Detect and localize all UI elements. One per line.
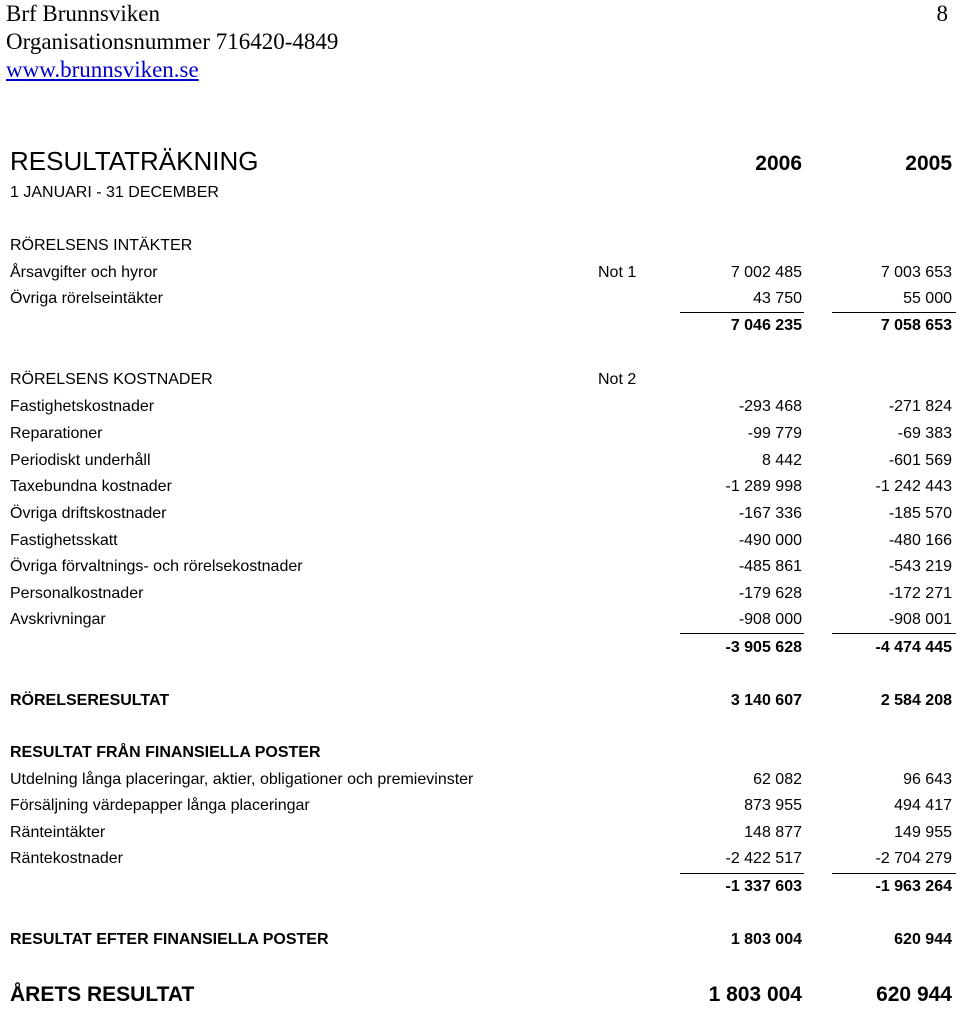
row-label: Taxebundna kostnader: [10, 478, 172, 495]
result-after-financial-label: RESULTAT EFTER FINANSIELLA POSTER: [10, 931, 329, 948]
value-2006: -179 628: [738, 585, 802, 602]
sum-line: [680, 312, 804, 313]
total-2006: -1 337 603: [725, 878, 802, 895]
value-2006: -490 000: [738, 532, 802, 549]
financial-row: [0, 821, 960, 845]
value-2006: 62 082: [753, 771, 802, 788]
row-note: Not 1: [598, 264, 637, 281]
costs-heading: RÖRELSENS KOSTNADER: [10, 371, 213, 388]
value-2006: -485 861: [738, 558, 802, 575]
costs-note: Not 2: [598, 371, 637, 388]
value-2005: -69 383: [897, 425, 952, 442]
value-2006: -99 779: [747, 425, 802, 442]
value-2005: 149 955: [894, 824, 952, 841]
total-2006: 7 046 235: [730, 317, 802, 334]
financial-row: [0, 768, 960, 792]
value-2005: -543 219: [888, 558, 952, 575]
value-2006: 1 803 004: [708, 983, 802, 1006]
value-2005: 494 417: [894, 797, 952, 814]
value-2005: -271 824: [888, 398, 952, 415]
cost-row: [0, 422, 960, 446]
financial-heading: RESULTAT FRÅN FINANSIELLA POSTER: [10, 744, 321, 761]
result-after-financial-row: [0, 928, 960, 952]
sum-line: [832, 873, 956, 874]
value-2006: 3 140 607: [730, 692, 802, 709]
total-2005: -4 474 445: [875, 639, 952, 656]
financial-heading-row: [0, 741, 960, 765]
org-name: Brf Brunnsviken: [6, 1, 160, 26]
value-2006: -293 468: [738, 398, 802, 415]
costs-heading-row: [0, 368, 960, 392]
sum-line: [680, 633, 804, 634]
cost-row: [0, 395, 960, 419]
value-2005: -172 271: [888, 585, 952, 602]
cost-row: [0, 502, 960, 526]
value-2006: -1 289 998: [725, 478, 802, 495]
total-2006: -3 905 628: [725, 639, 802, 656]
cost-row: [0, 529, 960, 553]
value-2006: 7 002 485: [730, 264, 802, 281]
value-2006: -908 000: [738, 611, 802, 628]
org-number: Organisationsnummer 716420-4849: [6, 29, 339, 54]
page-number: 8: [936, 1, 948, 26]
value-2006: -2 422 517: [725, 850, 802, 867]
row-label: Avskrivningar: [10, 611, 106, 628]
cost-row: [0, 449, 960, 473]
sum-line: [832, 312, 956, 313]
report-period: 1 JANUARI - 31 DECEMBER: [10, 184, 219, 201]
value-2005: -908 001: [888, 611, 952, 628]
year-result-label: ÅRETS RESULTAT: [10, 983, 195, 1006]
financial-row: [0, 847, 960, 871]
financial-total-row: [0, 875, 960, 899]
value-2005: 620 944: [894, 931, 952, 948]
cost-row: [0, 475, 960, 499]
row-label: Reparationer: [10, 425, 103, 442]
value-2006: 8 442: [761, 452, 802, 469]
row-label: Utdelning långa placeringar, aktier, obligationer och premievinster: [10, 771, 474, 788]
row-label: Årsavgifter och hyror: [10, 264, 158, 281]
row-label: Försäljning värdepapper långa placeringar: [10, 797, 310, 814]
value-2005: 96 643: [903, 771, 952, 788]
costs-total-row: [0, 636, 960, 660]
total-2005: -1 963 264: [875, 878, 952, 895]
row-label: Ränteintäkter: [10, 824, 106, 841]
value-2005: 2 584 208: [880, 692, 952, 709]
row-label: Fastighetsskatt: [10, 532, 118, 549]
income-total-row: [0, 314, 960, 338]
value-2005: 620 944: [876, 983, 952, 1006]
income-heading-row: [0, 234, 960, 258]
value-2005: -480 166: [888, 532, 952, 549]
value-2005: 7 003 653: [880, 264, 952, 281]
report-title: RESULTATRÄKNING: [10, 146, 259, 176]
operating-result-row: [0, 689, 960, 713]
row-label: Räntekostnader: [10, 850, 123, 867]
operating-result-label: RÖRELSERESULTAT: [10, 692, 170, 709]
cost-row: [0, 608, 960, 632]
sum-line: [680, 873, 804, 874]
row-label: Övriga förvaltnings- och rörelsekostnader: [10, 558, 303, 575]
income-row: [0, 287, 960, 311]
value-2005: 55 000: [903, 290, 952, 307]
year-2005-header: 2005: [905, 152, 952, 175]
value-2005: -185 570: [888, 505, 952, 522]
income-row: [0, 261, 960, 285]
value-2006: 1 803 004: [730, 931, 802, 948]
total-2005: 7 058 653: [880, 317, 952, 334]
value-2005: -2 704 279: [875, 850, 952, 867]
row-label: Övriga driftskostnader: [10, 505, 167, 522]
value-2006: 873 955: [744, 797, 802, 814]
value-2005: -1 242 443: [875, 478, 952, 495]
year-result-row: [0, 980, 960, 1008]
value-2006: -167 336: [738, 505, 802, 522]
value-2006: 43 750: [753, 290, 802, 307]
website-link[interactable]: www.brunnsviken.se: [6, 57, 199, 82]
row-label: Övriga rörelseintäkter: [10, 290, 163, 307]
value-2005: -601 569: [888, 452, 952, 469]
year-2006-header: 2006: [755, 152, 802, 175]
row-label: Personalkostnader: [10, 585, 144, 602]
cost-row: [0, 555, 960, 579]
financial-row: [0, 794, 960, 818]
cost-row: [0, 582, 960, 606]
value-2006: 148 877: [744, 824, 802, 841]
sum-line: [832, 633, 956, 634]
row-label: Periodiskt underhåll: [10, 452, 151, 469]
row-label: Fastighetskostnader: [10, 398, 155, 415]
income-heading: RÖRELSENS INTÄKTER: [10, 237, 193, 254]
